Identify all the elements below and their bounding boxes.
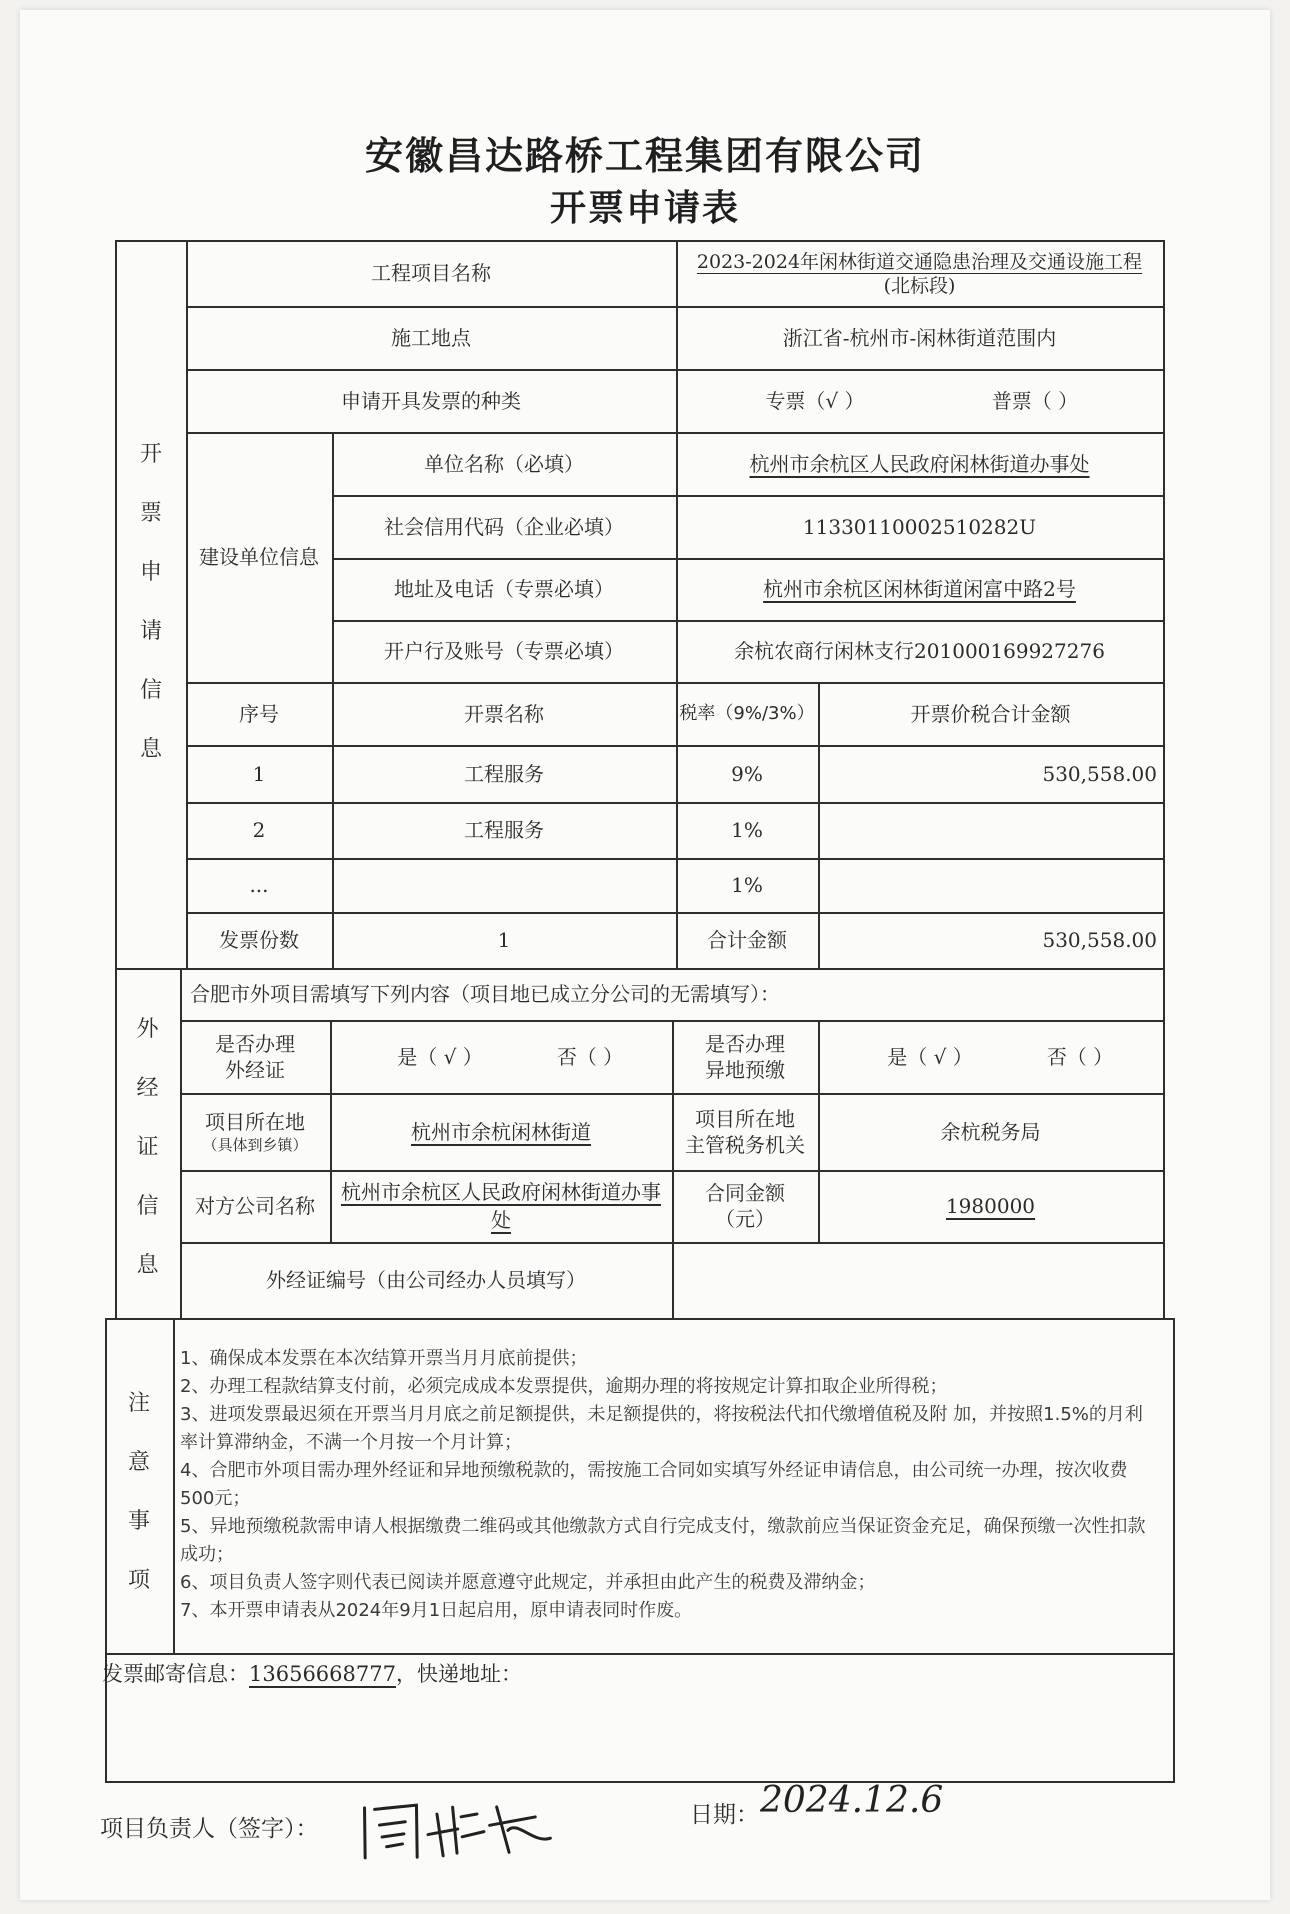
- note-item: 1、确保成本发票在本次结算开票当月月底前提供；: [180, 1348, 588, 1369]
- cert-no: 否（ ）: [556, 1044, 624, 1069]
- contract-amount-value: 1980000: [945, 1194, 1036, 1218]
- project-name-value: 2023-2024年闲林街道交通隐患治理及交通设施工程 (北标段): [696, 251, 1143, 297]
- counterparty-value: 杭州市余杭区人民政府闲林街道办事处: [341, 1180, 661, 1232]
- external-intro: 合肥市外项目需填写下列内容（项目地已成立分公司的无需填写）：: [190, 982, 780, 1006]
- site-value: 浙江省-杭州市-闲林街道范围内: [782, 325, 1057, 350]
- signer-label: 项目负责人（签字）：: [100, 1816, 319, 1842]
- note-item: 3、进项发票最迟须在开票当月月底之前足额提供，未足额提供的，将按税法代扣代缴增值税及附 加，并按照1.5%的月利率计算滞纳金，不满一个月按一个月计算；: [180, 1404, 1143, 1453]
- total-label: 合计金额: [707, 928, 787, 952]
- cert-number-label: 外经证编号（由公司经办人员填写）: [266, 1268, 586, 1292]
- row1-no: 1: [252, 761, 266, 786]
- credit-code-label: 社会信用代码（企业必填）: [384, 514, 624, 539]
- site-label: 施工地点: [391, 325, 471, 350]
- mailing-phone: 13656668777: [249, 1662, 396, 1686]
- cert-number-value: [672, 1242, 1163, 1318]
- header-rate: 税率（9%/3%）: [679, 702, 815, 724]
- row3-name: [332, 858, 676, 912]
- mailing-info: [102, 1658, 522, 1688]
- total-value: 530,558.00: [1042, 928, 1157, 952]
- special-invoice-check: 专票（√ ）: [765, 388, 865, 413]
- unit-name-label: 单位名称（必填）: [424, 451, 584, 476]
- mailing-address-label: ，快递地址：: [395, 1662, 522, 1686]
- note-item: 4、合肥市外项目需办理外经证和异地预缴税款的，需按施工合同如实填写外经证申请信息，由公司统一办理，按次收费500元；: [180, 1460, 1128, 1509]
- contract-amount-label: 合同金额 （元）: [705, 1181, 785, 1231]
- form-title: 开票申请表: [549, 188, 740, 229]
- row2-name: 工程服务: [464, 818, 544, 842]
- row1-amount: 530,558.00: [1042, 761, 1157, 786]
- row3-amount: [818, 858, 1163, 912]
- row1-rate: 9%: [731, 761, 763, 786]
- invoice-type-label: 申请开具发票的种类: [341, 388, 521, 413]
- prepay-label: 是否办理 异地预缴: [705, 1031, 785, 1082]
- note-item: 2、办理工程款结算支付前，必须完成成本发票提供，逾期办理的将按规定计算扣取企业所得税；: [180, 1376, 948, 1397]
- credit-code-value: 11330110002510282U: [802, 514, 1037, 539]
- bank-value: 余杭农商行闲林支行201000169927276: [734, 639, 1105, 663]
- prepay-yes: 是（ √ ）: [887, 1044, 973, 1069]
- prepay-no: 否（ ）: [1046, 1044, 1114, 1069]
- header-no: 序号: [239, 701, 279, 726]
- note-item: 5、异地预缴税款需申请人根据缴费二维码或其他缴款方式自行完成支付，缴款前应当保证资金充足，确保预缴一次性扣款成功；: [180, 1516, 1146, 1565]
- row2-rate: 1%: [731, 818, 763, 842]
- section-label-notes: 注 意 事 项: [127, 1391, 150, 1593]
- cert-yes: 是（ √ ）: [397, 1044, 483, 1069]
- mailing-label: 发票邮寄信息：: [102, 1662, 249, 1686]
- unit-name-value: 杭州市余杭区人民政府闲林街道办事处: [749, 451, 1090, 476]
- counterparty-label: 对方公司名称: [195, 1194, 315, 1218]
- header-amount: 开票价税合计金额: [910, 701, 1071, 726]
- tax-authority-label: 项目所在地 主管税务机关: [685, 1106, 805, 1157]
- section-label-external: 外 经 证 信 息: [136, 1016, 159, 1278]
- row2-amount: [818, 802, 1163, 858]
- note-item: 6、项目负责人签字则代表已阅读并愿意遵守此规定，并承担由此产生的税费及滞纳金；: [180, 1572, 876, 1593]
- handwritten-signature: [356, 1788, 560, 1879]
- address-value: 杭州市余杭区闲林街道闲富中路2号: [763, 577, 1076, 601]
- bank-label: 开户行及账号（专票必填）: [384, 639, 624, 663]
- row3-rate: 1%: [731, 873, 763, 897]
- company-title: 安徽昌达路桥工程集团有限公司: [364, 134, 925, 178]
- address-label: 地址及电话（专票必填）: [394, 577, 614, 601]
- builder-group-label: 建设单位信息: [199, 545, 319, 569]
- header-name: 开票名称: [464, 701, 544, 726]
- invoice-count-value: 1: [497, 928, 511, 952]
- row2-no: 2: [252, 818, 266, 842]
- tax-authority-value: 余杭税务局: [940, 1119, 1041, 1144]
- section-label-invoice: 开 票 申 请 信 息: [139, 442, 162, 762]
- date-label: 日期：: [690, 1802, 759, 1828]
- cert-label: 是否办理 外经证: [215, 1031, 295, 1082]
- row1-name: 工程服务: [464, 761, 544, 786]
- normal-invoice-check: 普票（ ）: [991, 388, 1079, 413]
- row3-no: ...: [249, 873, 269, 897]
- notes-list: [180, 1345, 1160, 1625]
- note-item: 7、本开票申请表从2024年9月1日起启用，原申请表同时作废。: [180, 1600, 693, 1621]
- project-name-label: 工程项目名称: [371, 261, 491, 285]
- location-value: 杭州市余杭闲林街道: [411, 1119, 591, 1144]
- invoice-count-label: 发票份数: [219, 928, 299, 952]
- signature-icon: [356, 1788, 559, 1868]
- date-value: 2024.12.6: [760, 1780, 944, 1821]
- location-label: 项目所在地 （具体到乡镇）: [202, 1109, 308, 1154]
